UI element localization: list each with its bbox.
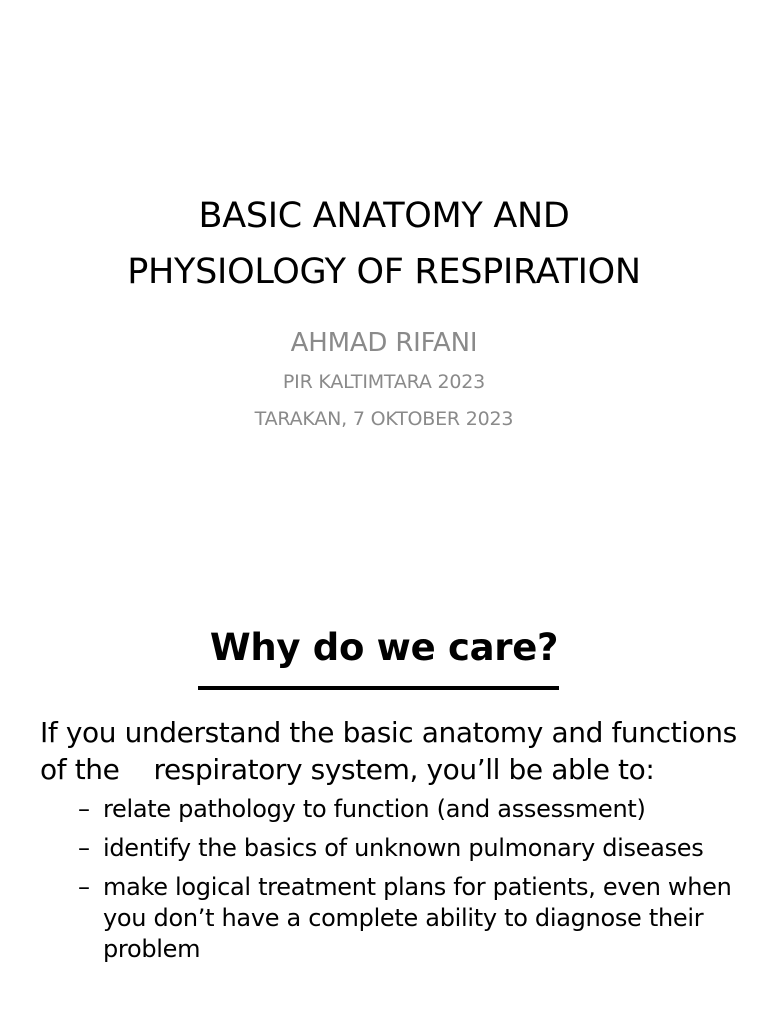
intro-text-part2: respiratory system, you’ll be able to: (153, 753, 655, 786)
list-item (40, 872, 755, 965)
bullet-dash: – (78, 834, 90, 862)
bullet-text: identify the basics of unknown pulmonary diseases (103, 834, 704, 862)
intro-paragraph (40, 714, 755, 788)
slide-subtitle (0, 322, 768, 438)
title-line-1: BASIC ANATOMY AND (198, 196, 570, 236)
bullet-dash: – (78, 873, 90, 901)
intro-text-part1: If you understand the basic anatomy and functions of the (40, 716, 737, 786)
list-item (40, 794, 755, 825)
place-date: TARAKAN, 7 OKTOBER 2023 (254, 408, 514, 430)
event-name: PIR KALTIMTARA 2023 (282, 371, 486, 393)
bullet-list (40, 794, 755, 965)
author-name: AHMAD RIFANI (290, 328, 478, 358)
list-item (40, 833, 755, 864)
slide-title (0, 188, 768, 300)
bullet-text: make logical treatment plans for patients, even when you don’t have a complete ability to diagnose their problem (103, 873, 732, 963)
title-line-2: PHYSIOLOGY OF RESPIRATION (127, 252, 641, 292)
content-slide (0, 520, 768, 1024)
bullet-dash: – (78, 795, 90, 823)
heading-underline (198, 686, 559, 690)
slide-heading: Why do we care? (209, 626, 559, 669)
bullet-text: relate pathology to function (and assessment) (103, 795, 646, 823)
slide-body (40, 714, 755, 973)
